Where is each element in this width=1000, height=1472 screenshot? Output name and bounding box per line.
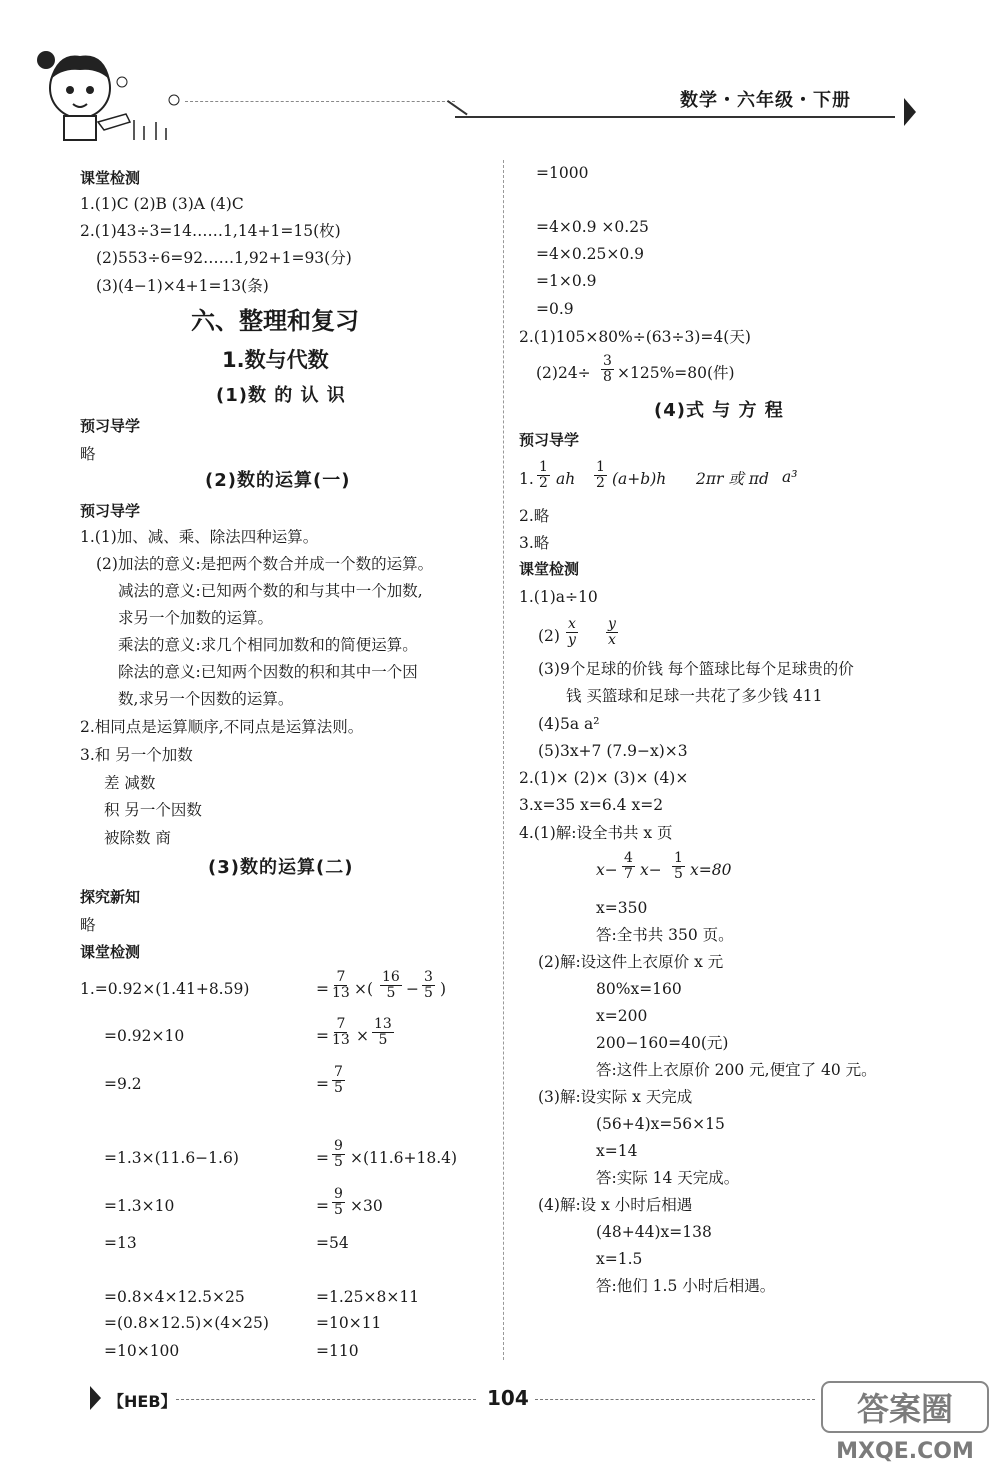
calc-line: 1.=0.92×(1.41+8.59) [80, 980, 250, 998]
answer-line: 80%x=160 [596, 980, 682, 998]
fraction: $\frac{9}{5}$ [334, 1186, 343, 1218]
answer-line: 答:他们 1.5 小时后相遇。 [596, 1277, 776, 1295]
section-label: 课堂检测 [80, 169, 141, 187]
answer-line: 1.(1)C (2)B (3)A (4)C [80, 195, 244, 213]
answer-line: (2)加法的意义:是把两个数合并成一个数的运算。 [96, 555, 434, 573]
answer-line: 4.(1)解:设全书共 x 页 [519, 824, 673, 842]
section-label: 预习导学 [519, 431, 580, 449]
equation: x− [596, 861, 618, 879]
calc-line: =54 [316, 1234, 349, 1252]
answer-line: 2.(1)105×80%÷(63÷3)=4(天) [519, 328, 751, 346]
fraction: $\frac{1}{2}$ [596, 459, 605, 491]
answer-line: 答:全书共 350 页。 [596, 926, 734, 944]
answer-line: 钱 买篮球和足球一共花了多少钱 411 [566, 687, 823, 705]
fraction: $\frac{x}{y}$ [568, 616, 576, 648]
answer-line: 被除数 商 [104, 829, 171, 847]
header-rule [455, 116, 895, 118]
calc-line: = [316, 980, 329, 998]
answer-line: 3.x=35 x=6.4 x=2 [519, 796, 664, 814]
answer-line: (3)9个足球的价钱 每个篮球比每个足球贵的价 [538, 660, 854, 678]
calc-line: = [316, 1149, 329, 1167]
answer-line: 求另一个加数的运算。 [118, 609, 274, 627]
calc-line: =9.2 [104, 1075, 142, 1093]
fraction: $\frac{y}{x}$ [608, 616, 616, 648]
answer-line: ×125%=80(件) [617, 364, 735, 382]
calc-line: ) [440, 980, 447, 998]
calc-line: =1000 [536, 164, 589, 182]
fraction: $\frac{9}{5}$ [334, 1138, 343, 1170]
footer-arrow-icon [90, 1386, 101, 1410]
section-label: 预习导学 [80, 417, 141, 435]
subsection-heading: (1)数 的 认 识 [216, 385, 346, 406]
answer-line: (3)(4−1)×4+1=13(条) [96, 277, 269, 295]
calc-line: ×(11.6+18.4) [350, 1149, 458, 1167]
answer-line: 差 减数 [104, 774, 156, 792]
answer-line: (5)3x+7 (7.9−x)×3 [538, 742, 688, 760]
fraction: $\frac{7}{5}$ [334, 1064, 343, 1096]
answer-line: 3.和 另一个加数 [80, 746, 193, 764]
answer-line: x=200 [596, 1007, 648, 1025]
answer-line: (3)解:设实际 x 天完成 [538, 1088, 693, 1106]
answer-line: 积 另一个因数 [104, 801, 202, 819]
calc-line: = [316, 1027, 329, 1045]
answer-line: (2) [538, 627, 560, 645]
section-heading: 1.数与代数 [222, 348, 329, 372]
edition-tag: 【HEB】 [108, 1392, 177, 1411]
answer-line: 减法的意义:已知两个数的和与其中一个加数, [118, 582, 423, 600]
expression: 2πr 或 πd [696, 470, 769, 488]
page-number: 104 [487, 1386, 529, 1410]
answer-line: 2.(1)× (2)× (3)× (4)× [519, 769, 689, 787]
header-dashed-rule [185, 101, 455, 102]
expression: ah [556, 470, 576, 488]
calc-line: =1.25×8×11 [316, 1288, 420, 1306]
answer-line: (48+44)x=138 [596, 1223, 712, 1241]
corner-arrow-icon [904, 98, 916, 126]
answer-line: 2.相同点是运算顺序,不同点是运算法则。 [80, 718, 364, 736]
calc-line: =(0.8×12.5)×(4×25) [104, 1314, 269, 1332]
fraction: $\frac{7}{13}$ [332, 1016, 350, 1048]
footer-dashed-rule [176, 1399, 476, 1400]
subsection-heading: (2)数的运算(一) [205, 470, 351, 491]
section-label: 课堂检测 [519, 560, 580, 578]
calc-line: =10×100 [104, 1342, 180, 1360]
calc-line: =10×11 [316, 1314, 382, 1332]
answer-line: 3.略 [519, 534, 550, 552]
calc-line: ×30 [350, 1197, 383, 1215]
calc-line: =110 [316, 1342, 359, 1360]
subsection-heading: (3)数的运算(二) [208, 857, 354, 878]
answer-line: (2)解:设这件上衣原价 x 元 [538, 953, 724, 971]
fraction: $\frac{1}{2}$ [539, 459, 548, 491]
answer-line: 略 [80, 916, 96, 934]
answer-line: (2)24÷ [536, 364, 591, 382]
answer-line: 略 [80, 445, 96, 463]
calc-line: = [316, 1197, 329, 1215]
expression: a³ [782, 468, 798, 486]
calc-line: =0.92×10 [104, 1027, 185, 1045]
fraction: $\frac{16}{5}$ [382, 969, 400, 1001]
subject-title: 数学・六年级・下册 [680, 90, 851, 111]
answer-line: (56+4)x=56×15 [596, 1115, 725, 1133]
calc-line: =1.3×10 [104, 1197, 175, 1215]
calc-line: ×( [354, 980, 374, 998]
fraction: $\frac{3}{8}$ [603, 353, 612, 385]
svg-text:答案圈: 答案圈 [856, 1390, 954, 1428]
section-label: 课堂检测 [80, 943, 141, 961]
cartoon-girl-illustration [18, 30, 188, 150]
section-label: 探究新知 [80, 888, 141, 906]
answer-line: x=350 [596, 899, 648, 917]
answer-line: 数,求另一个因数的运算。 [118, 690, 294, 708]
answer-line: 除法的意义:已知两个因数的积和其中一个因 [118, 663, 418, 681]
subsection-heading: (4)式 与 方 程 [654, 400, 784, 421]
equation: x− [640, 861, 662, 879]
answer-line: 200−160=40(元) [596, 1034, 729, 1052]
calc-line: =4×0.9 ×0.25 [536, 218, 649, 236]
column-divider [503, 160, 504, 1360]
answer-line: x=14 [596, 1142, 638, 1160]
calc-line: = [316, 1075, 329, 1093]
chapter-heading: 六、整理和复习 [191, 307, 359, 335]
answer-line: 答:实际 14 天完成。 [596, 1169, 740, 1187]
answer-line: (4)5a a² [538, 715, 600, 733]
answer-line: (4)解:设 x 小时后相遇 [538, 1196, 693, 1214]
footer-dashed-rule [535, 1399, 815, 1400]
answer-line: 1.(1)a÷10 [519, 588, 598, 606]
calc-line: =1×0.9 [536, 272, 597, 290]
header-rule-bend [447, 100, 468, 115]
equation: x=80 [690, 861, 732, 879]
answer-line: 2.(1)43÷3=14……1,14+1=15(枚) [80, 222, 341, 240]
fraction: $\frac{7}{13}$ [332, 969, 350, 1001]
fraction: $\frac{3}{5}$ [424, 969, 433, 1001]
fraction: $\frac{1}{5}$ [674, 850, 683, 882]
calc-line: =1.3×(11.6−1.6) [104, 1149, 239, 1167]
calc-line: =0.8×4×12.5×25 [104, 1288, 245, 1306]
answer-line: 答:这件上衣原价 200 元,便宜了 40 元。 [596, 1061, 877, 1079]
answer-line: 2.略 [519, 507, 550, 525]
calc-line: − [406, 980, 419, 998]
calc-line: =0.9 [536, 300, 574, 318]
watermark-logo [820, 1378, 990, 1466]
answer-line: (2)553÷6=92……1,92+1=93(分) [96, 249, 352, 267]
section-label: 预习导学 [80, 502, 141, 520]
svg-text:MXQE.COM: MXQE.COM [836, 1439, 974, 1464]
calc-line: =4×0.25×0.9 [536, 245, 644, 263]
calc-line: =13 [104, 1234, 137, 1252]
fraction: $\frac{4}{7}$ [624, 850, 633, 882]
answer-line: 1.(1)加、减、乘、除法四种运算。 [80, 528, 319, 546]
answer-line: 1. [519, 470, 534, 488]
answer-line: x=1.5 [596, 1250, 643, 1268]
expression: (a+b)h [612, 470, 667, 488]
fraction: $\frac{13}{5}$ [374, 1016, 392, 1048]
calc-line: × [356, 1027, 369, 1045]
answer-line: 乘法的意义:求几个相同加数和的简便运算。 [118, 636, 418, 654]
